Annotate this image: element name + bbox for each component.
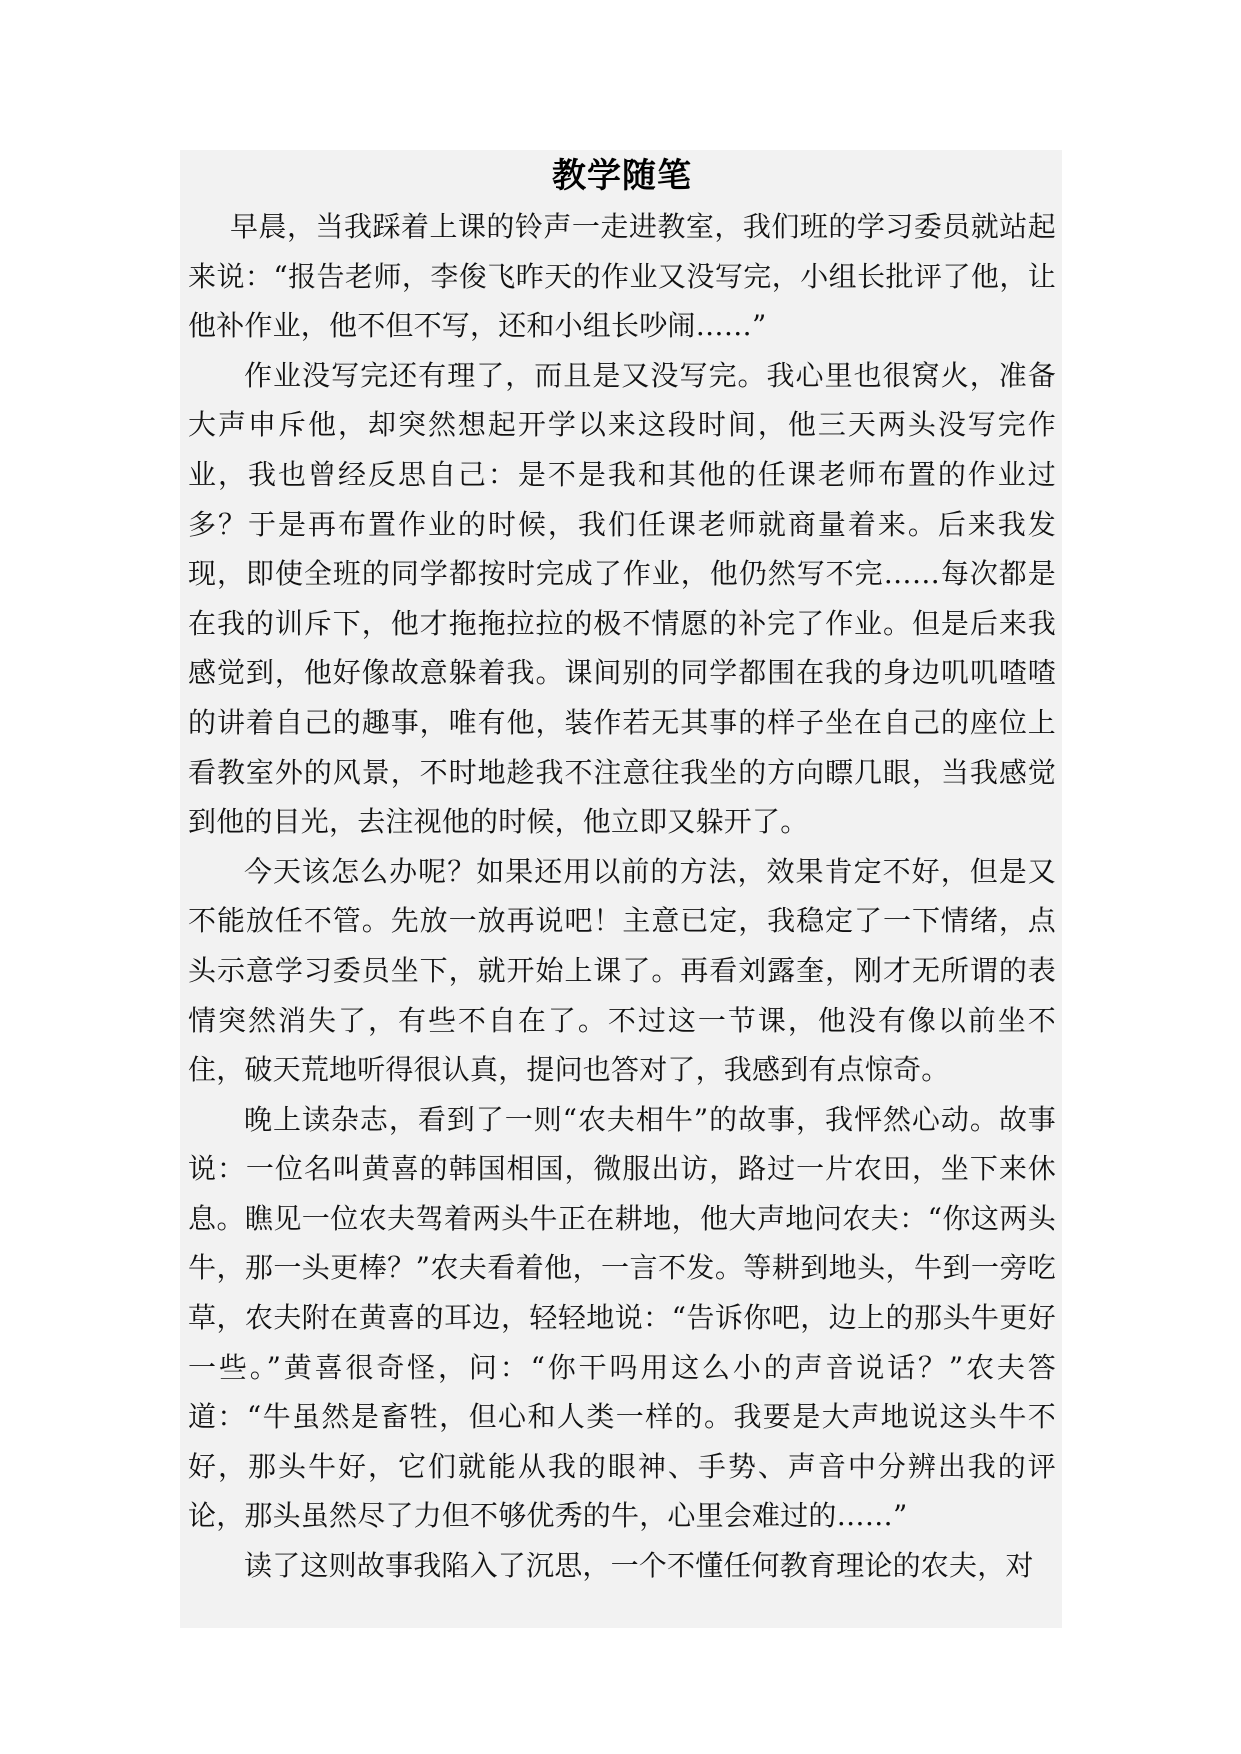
paragraph-3: 今天该怎么办呢？如果还用以前的方法，效果肯定不好，但是又不能放任不管。先放一放再说吧！主意已定，我稳定了一下情绪，点头示意学习委员坐下，就开始上课了。再看刘露奎，刚才无所谓的表情突然消失了，有些不自在了。不过这一节课，他没有像以前坐不住，破天荒地听得很认真，提问也答对了，我感到有点惊奇。 bbox=[188, 854, 1056, 1087]
paragraph-5: 读了这则故事我陷入了沉思，一个不懂任何教育理论的农夫，对 bbox=[244, 1549, 1034, 1583]
document-body bbox=[188, 150, 1056, 1591]
paragraph-2: 作业没写完还有理了，而且是又没写完。我心里也很窝火，准备大声申斥他，却突然想起开学以来这段时间，他三天两头没写完作业，我也曾经反思自己：是不是我和其他的任课老师布置的作业过多？于是再布置作业的时候，我们任课老师就商量着来。后来我发现，即使全班的同学都按时完成了作业，他仍然写不完……每次都是在我的训斥下，他才拖拖拉拉的极不情愿的补完了作业。但是后来我感觉到，他好像故意躲着我。课间别的同学都围在我的身边叽叽喳喳的讲着自己的趣事，唯有他，装作若无其事的样子坐在自己的座位上看教室外的风景，不时地趁我不注意往我坐的方向瞟几眼，当我感觉到他的目光，去注视他的时候，他立即又躲开了。 bbox=[188, 358, 1056, 839]
paragraph-4: 晚上读杂志，看到了一则“农夫相牛”的故事，我怦然心动。故事说：一位名叫黄喜的韩国相国，微服出访，路过一片农田，坐下来休息。瞧见一位农夫驾着两头牛正在耕地，他大声地问农夫：“你这两头牛，那一头更棒？”农夫看着他，一言不发。等耕到地头，牛到一旁吃草，农夫附在黄喜的耳边，轻轻地说：“告诉你吧，边上的那头牛更好一些。”黄喜很奇怪，问：“你干吗用这么小的声音说话？”农夫答道：“牛虽然是畜牲，但心和人类一样的。我要是大声地说这头牛不好，那头牛好，它们就能从我的眼神、手势、声音中分辨出我的评论，那头虽然尽了力但不够优秀的牛，心里会难过的……” bbox=[188, 1102, 1056, 1533]
document-title: 教学随笔 bbox=[552, 156, 692, 196]
paragraph-1: 早晨，当我踩着上课的铃声一走进教室，我们班的学习委员就站起来说：“报告老师，李俊飞昨天的作业又没写完，小组长批评了他，让他补作业，他不但不写，还和小组长吵闹……” bbox=[188, 210, 1056, 343]
